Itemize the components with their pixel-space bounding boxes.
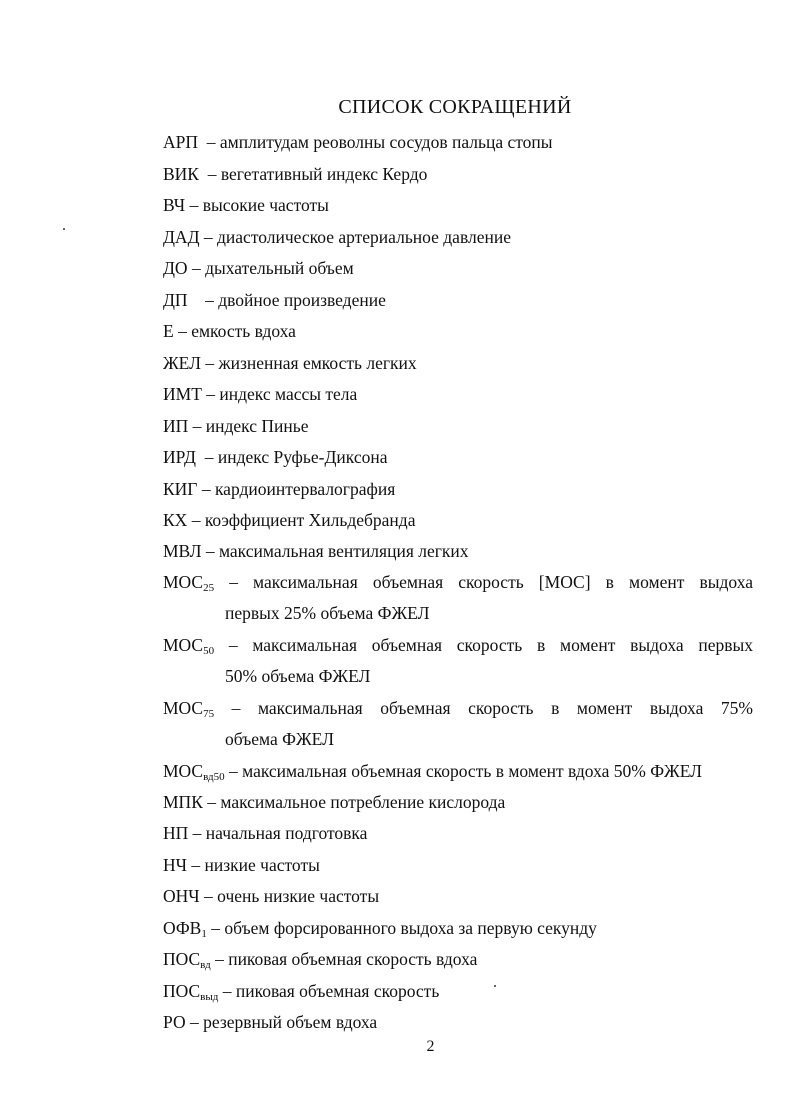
- abbreviation-entry: [163, 540, 753, 562]
- abbreviation-entry: [163, 383, 753, 405]
- abbreviation-entry: [163, 509, 753, 531]
- abbreviation-definition: – двойное произведение: [187, 290, 386, 310]
- abbreviation-term: ДО: [163, 258, 188, 278]
- abbreviation-entry: [163, 854, 753, 876]
- abbreviation-term: НЧ: [163, 855, 188, 875]
- abbreviation-entry: [163, 320, 753, 342]
- abbreviation-term: ПОС: [163, 981, 201, 1001]
- abbreviation-entry: [163, 760, 753, 782]
- abbreviation-entry: [163, 697, 753, 719]
- abbreviation-term: МОС: [163, 635, 204, 655]
- abbreviation-subscript: 75: [203, 708, 215, 720]
- abbreviation-definition: – объем форсированного выдоха за первую секунду: [206, 918, 597, 938]
- abbreviation-term: НП: [163, 823, 189, 843]
- abbreviation-subscript: 25: [203, 582, 215, 594]
- abbreviation-definition: – индекс Пинье: [188, 416, 309, 436]
- abbreviation-term: МПК: [163, 792, 203, 812]
- scan-speck: [494, 985, 496, 987]
- abbreviation-entry: [163, 415, 753, 437]
- abbreviation-definition-continuation: первых 25% объема ФЖЕЛ: [225, 603, 430, 623]
- abbreviation-definition: – пиковая объемная скорость вдоха: [210, 949, 478, 969]
- abbreviation-definition: – коэффициент Хильдебранда: [187, 510, 416, 530]
- abbreviation-entry: [163, 885, 753, 907]
- abbreviation-definition: – максимальная вентиляция легких: [201, 541, 469, 561]
- abbreviation-definition: – максимальная объемная скорость в момент вдоха 50% ФЖЕЛ: [224, 761, 703, 781]
- abbreviation-entry: [163, 791, 753, 813]
- abbreviation-term: МОС: [163, 698, 204, 718]
- abbreviation-term: ДП: [163, 290, 188, 310]
- page-number: 2: [426, 1038, 435, 1055]
- abbreviation-entry: [163, 478, 753, 500]
- abbreviation-term: ОНЧ: [163, 886, 200, 906]
- abbreviation-term: ДАД: [163, 227, 200, 247]
- abbreviation-definition: – вегетативный индекс Кердо: [198, 164, 428, 184]
- abbreviation-term: ВЧ: [163, 195, 186, 215]
- abbreviation-term: РО: [163, 1012, 186, 1032]
- abbreviation-term: МОС: [163, 761, 204, 781]
- abbreviation-subscript: вд50: [203, 771, 225, 783]
- abbreviation-definition: – низкие частоты: [187, 855, 320, 875]
- abbreviation-definition: – максимальная объемная скорость в момент выдоха первых: [214, 635, 753, 655]
- abbreviation-entry: [163, 917, 753, 939]
- abbreviation-entry: [163, 163, 753, 185]
- abbreviation-definition: – максимальное потребление кислорода: [202, 792, 506, 812]
- abbreviation-term: ОФВ: [163, 918, 202, 938]
- abbreviation-entry: [163, 1011, 753, 1033]
- abbreviation-definition: – резервный объем вдоха: [185, 1012, 378, 1032]
- page-title: СПИСОК СОКРАЩЕНИЙ: [338, 96, 572, 118]
- abbreviation-definition: – максимальная объемная скорость в момент выдоха 75%: [214, 698, 753, 718]
- abbreviation-term: АРП: [163, 132, 199, 152]
- abbreviation-entry: [163, 194, 753, 216]
- abbreviation-entry: [163, 352, 753, 374]
- abbreviation-definition: – диастолическое артериальное давление: [199, 227, 511, 247]
- abbreviation-term: ПОС: [163, 949, 201, 969]
- abbreviation-entry: [163, 980, 753, 1002]
- abbreviation-term: ИП: [163, 416, 189, 436]
- abbreviation-term: ИМТ: [163, 384, 202, 404]
- abbreviation-definition: – индекс Руфье-Диксона: [196, 447, 388, 467]
- abbreviation-term: МВЛ: [163, 541, 202, 561]
- abbreviation-entry: [163, 131, 753, 153]
- abbreviation-definition: – индекс массы тела: [201, 384, 358, 404]
- abbreviation-term: Е: [163, 321, 174, 341]
- abbreviation-definition: – кардиоинтервалография: [197, 479, 396, 499]
- abbreviation-definition-continuation: объема ФЖЕЛ: [225, 729, 334, 749]
- abbreviation-entry: [163, 634, 753, 656]
- abbreviation-entry: [163, 571, 753, 593]
- abbreviation-definition: – максимальная объемная скорость [МОС] в момент выдоха: [214, 572, 753, 592]
- abbreviation-definition: – дыхательный объем: [187, 258, 354, 278]
- abbreviation-subscript: выд: [200, 991, 219, 1003]
- abbreviation-entry: [163, 226, 753, 248]
- abbreviation-subscript: вд: [200, 959, 211, 971]
- abbreviation-entry: [163, 822, 753, 844]
- abbreviation-entry: [163, 289, 753, 311]
- abbreviation-definition: – амплитудам реоволны сосудов пальца стопы: [198, 132, 553, 152]
- abbreviation-definition: – пиковая объемная скорость: [218, 981, 440, 1001]
- abbreviation-subscript: 1: [201, 928, 207, 940]
- abbreviation-definition-continuation: 50% объема ФЖЕЛ: [225, 666, 371, 686]
- abbreviation-term: КХ: [163, 510, 188, 530]
- abbreviation-term: ЖЕЛ: [163, 353, 202, 373]
- abbreviation-term: ВИК: [163, 164, 199, 184]
- abbreviation-entry: [163, 948, 753, 970]
- abbreviation-term: МОС: [163, 572, 204, 592]
- scan-speck: [63, 228, 65, 230]
- abbreviation-term: КИГ: [163, 479, 198, 499]
- abbreviation-definition: – жизненная емкость легких: [201, 353, 417, 373]
- abbreviation-subscript: 50: [203, 645, 215, 657]
- abbreviation-entry: [163, 257, 753, 279]
- abbreviation-definition: – начальная подготовка: [188, 823, 368, 843]
- abbreviation-definition: – высокие частоты: [185, 195, 329, 215]
- abbreviation-entry: [163, 446, 753, 468]
- abbreviation-definition: – очень низкие частоты: [199, 886, 380, 906]
- abbreviation-definition: – емкость вдоха: [173, 321, 296, 341]
- abbreviation-term: ИРД: [163, 447, 196, 467]
